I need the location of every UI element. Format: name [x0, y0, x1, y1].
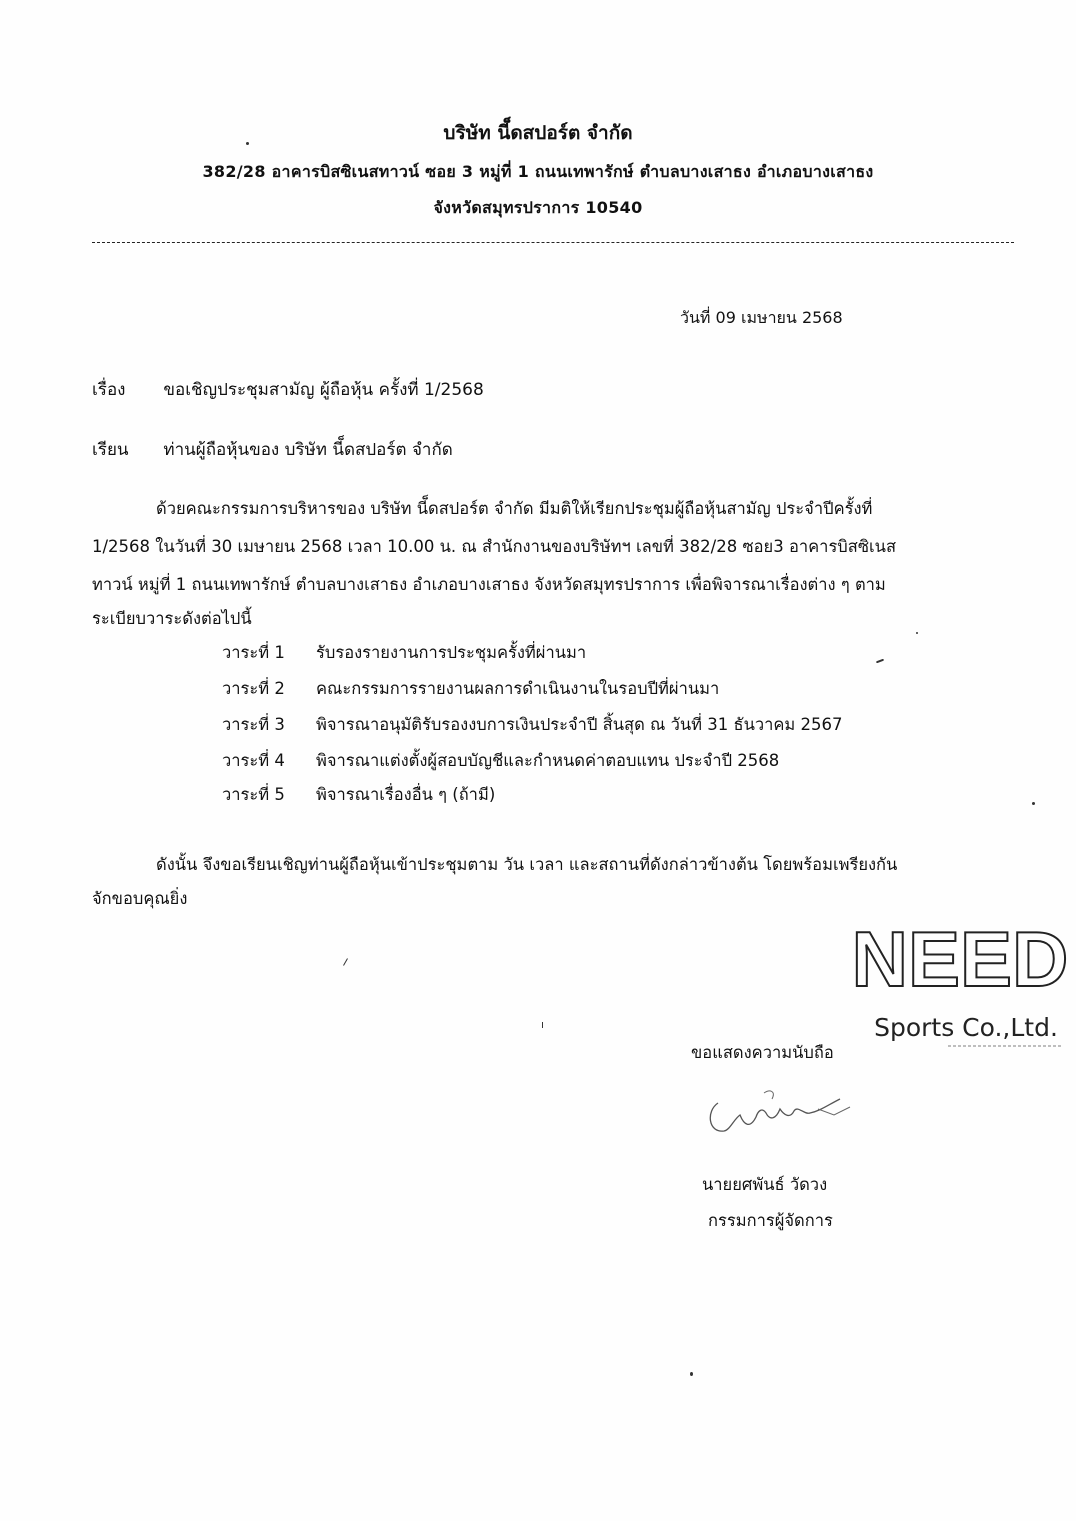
company-name: บริษัท นี็ดสปอร์ต จำกัด: [443, 122, 633, 144]
signature-icon: [700, 1085, 870, 1145]
letter-date: วันที่ 09 เมษายน 2568: [680, 308, 843, 327]
body-line: ระเบียบวาระดังต่อไปนี้: [92, 609, 252, 628]
salutation-text: ท่านผู้ถือหุ้นของ บริษัท นี็ดสปอร์ต จำกัด: [163, 440, 453, 460]
agenda-number: วาระที่ 2: [222, 679, 285, 698]
agenda-item: [222, 712, 843, 738]
body-line: ด้วยคณะกรรมการบริหารของ บริษัท นี็ดสปอร์ต จำกัด มีมติให้เรียกประชุมผู้ถือหุ้นสามัญ ประจำปีครั้งที่: [156, 499, 873, 518]
scan-speck: [246, 142, 249, 145]
body-line: ทาวน์ หมู่ที่ 1 ถนนเทพารักษ์ ตำบลบางเสาธง อำเภอบางเสาธง จังหวัดสมุทรปราการ เพื่อพิจารณาเรื่องต่าง ๆ ตาม: [92, 575, 886, 594]
agenda-item: [222, 782, 495, 808]
header-divider: [92, 242, 1014, 243]
body-line: 1/2568 ในวันที่ 30 เมษายน 2568 เวลา 10.00 น. ณ สำนักงานของบริษัทฯ เลขที่ 382/28 ซอย3 อาคารบิสซิเนส: [92, 537, 897, 556]
closing-line: จักขอบคุณยิ่ง: [92, 889, 188, 908]
scan-speck: [542, 1022, 543, 1028]
stamp-logo-text: NEED: [852, 920, 1068, 1003]
closing-line: ดังนั้น จึงขอเรียนเชิญท่านผู้ถือหุ้นเข้าประชุมตาม วัน เวลา และสถานที่ดังกล่าวข้างต้น โดยพร้อมเพรียงกัน: [156, 855, 898, 874]
signer-title: กรรมการผู้จัดการ: [708, 1211, 833, 1230]
salutation-label: เรียน: [92, 440, 129, 460]
signer-name: นายยศพันธ์ วัดวง: [702, 1175, 828, 1194]
agenda-text: พิจารณาแต่งตั้งผู้สอบบัญชีและกำหนดค่าตอบแทน ประจำปี 2568: [316, 751, 780, 770]
subject-label: เรื่อง: [92, 380, 126, 400]
agenda-text: พิจารณาเรื่องอื่น ๆ (ถ้ามี): [316, 785, 496, 804]
scan-speck: [876, 659, 884, 664]
agenda-text: รับรองรายงานการประชุมครั้งที่ผ่านมา: [316, 643, 587, 662]
agenda-number: วาระที่ 3: [222, 715, 285, 734]
agenda-number: วาระที่ 5: [222, 785, 285, 804]
scan-speck: [916, 632, 918, 634]
company-address-line1: 382/28 อาคารบิสซิเนสทาวน์ ซอย 3 หมู่ที่ 1 ถนนเทพารักษ์ ตำบลบางเสาธง อำเภอบางเสาธง: [202, 162, 874, 181]
agenda-number: วาระที่ 1: [222, 643, 285, 662]
agenda-number: วาระที่ 4: [222, 751, 285, 770]
stamp-subtitle: Sports Co.,Ltd.: [874, 1013, 1058, 1042]
agenda-item: [222, 640, 586, 666]
company-address-line2: จังหวัดสมุทรปราการ 10540: [433, 198, 643, 217]
subject-row: [92, 376, 484, 403]
agenda-item: [222, 748, 779, 774]
scan-speck: [343, 958, 348, 965]
agenda-text: คณะกรรมการรายงานผลการดำเนินงานในรอบปีที่ผ่านมา: [316, 679, 720, 698]
regards-text: ขอแสดงความนับถือ: [691, 1043, 834, 1062]
scan-speck: [1032, 802, 1035, 805]
subject-text: ขอเชิญประชุมสามัญ ผู้ถือหุ้น ครั้งที่ 1/2568: [163, 380, 484, 400]
salutation-row: [92, 436, 453, 463]
scan-speck: [690, 1372, 693, 1376]
agenda-item: [222, 676, 719, 702]
agenda-text: พิจารณาอนุมัติรับรองงบการเงินประจำปี สิ้นสุด ณ วันที่ 31 ธันวาคม 2567: [316, 715, 843, 734]
company-stamp: [852, 920, 1068, 1060]
